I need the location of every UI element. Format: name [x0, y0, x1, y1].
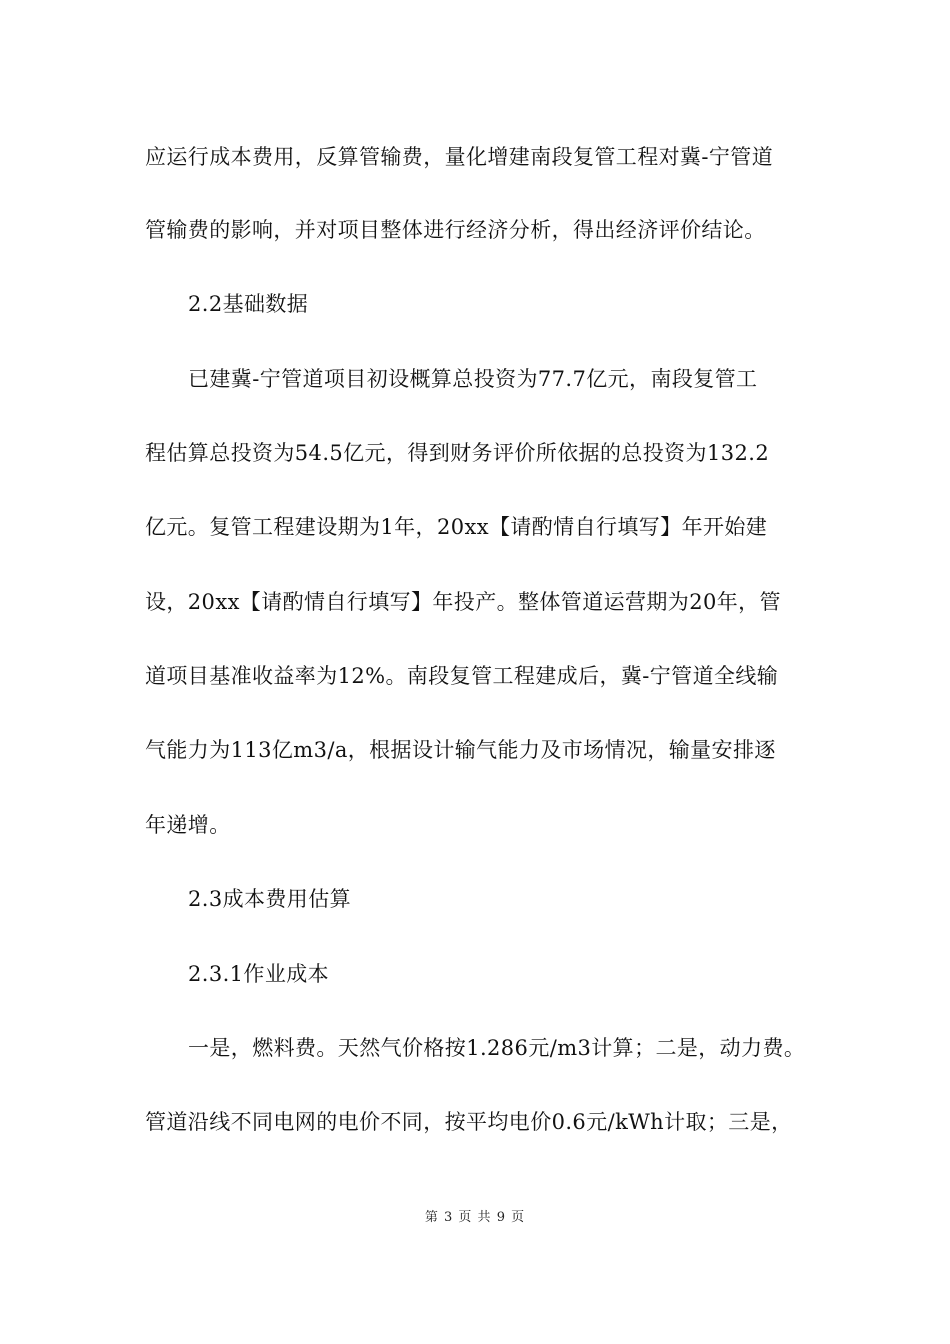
paragraph-line: 管输费的影响，并对项目整体进行经济分析，得出经济评价结论。: [145, 218, 766, 242]
paragraph-line: 程估算总投资为54.5亿元，得到财务评价所依据的总投资为132.2: [145, 441, 770, 465]
paragraph-line: 道项目基准收益率为12%。南段复管工程建成后，冀-宁管道全线输: [145, 664, 779, 688]
paragraph-line: 气能力为113亿m3/a，根据设计输气能力及市场情况，输量安排逐: [145, 738, 776, 762]
paragraph-line: 应运行成本费用，反算管输费，量化增建南段复管工程对冀-宁管道: [145, 145, 774, 169]
paragraph-line: 一是，燃料费。天然气价格按1.286元/m3计算；二是，动力费。: [188, 1036, 806, 1060]
paragraph-line: 设，20xx【请酌情自行填写】年投产。整体管道运营期为20年，管: [145, 590, 781, 614]
paragraph-line: 亿元。复管工程建设期为1年，20xx【请酌情自行填写】年开始建: [145, 515, 768, 539]
section-heading: 2.2基础数据: [188, 292, 309, 316]
paragraph-line: 已建冀-宁管道项目初设概算总投资为77.7亿元，南段复管工: [188, 367, 758, 391]
subsection-heading: 2.3.1作业成本: [188, 962, 330, 986]
section-heading: 2.3成本费用估算: [188, 887, 351, 911]
paragraph-line: 管道沿线不同电网的电价不同，按平均电价0.6元/kWh计取；三是，: [145, 1110, 793, 1134]
page-number: 第 3 页 共 9 页: [424, 1210, 526, 1225]
paragraph-line: 年递增。: [145, 813, 231, 837]
